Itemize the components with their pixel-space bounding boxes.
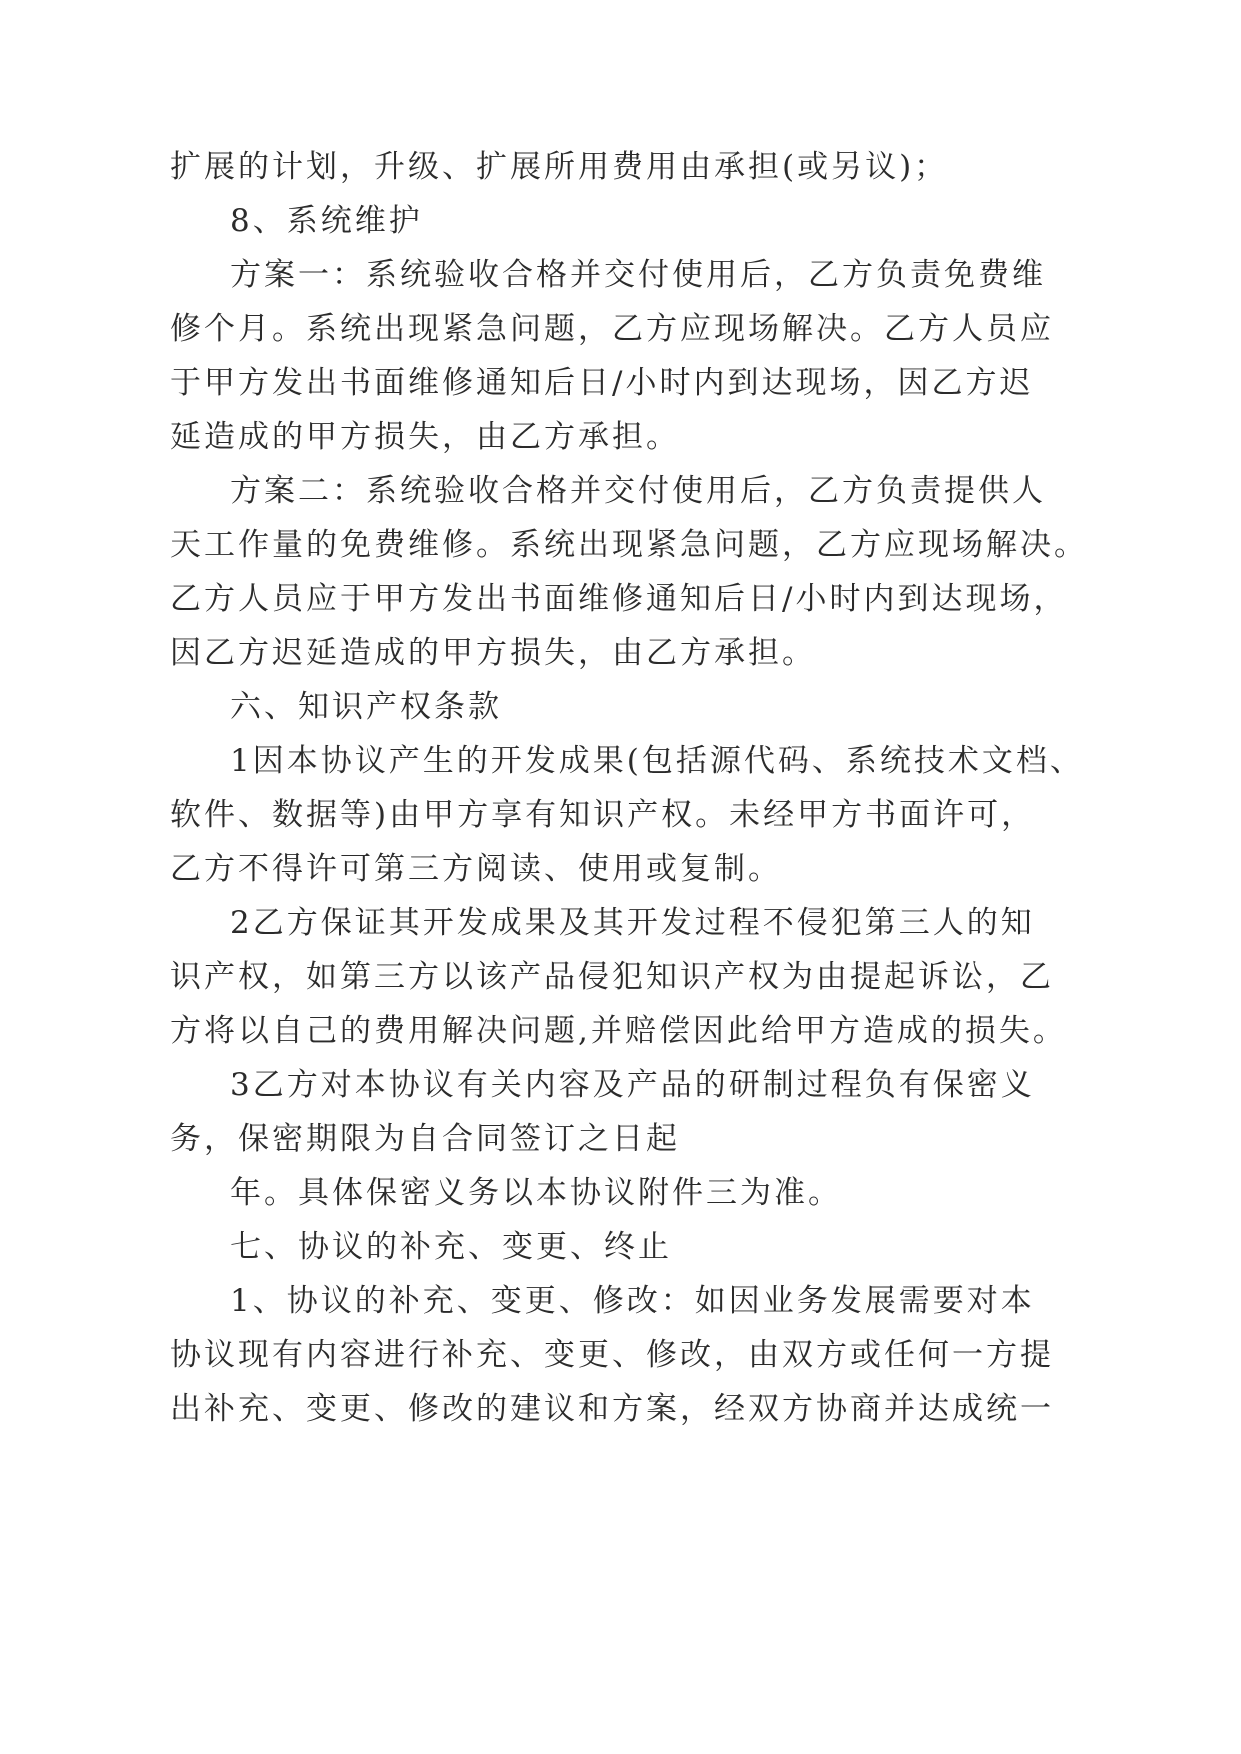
text-line: 出补充、变更、修改的建议和方案，经双方协商并达成统一	[170, 1391, 1054, 1427]
section-heading: 8、系统维护	[230, 203, 423, 239]
text-line: 软件、数据等)由甲方享有知识产权。未经甲方书面许可，	[170, 797, 1036, 833]
text-line: 方案二：系统验收合格并交付使用后，乙方负责提供人	[230, 473, 1046, 509]
text-line: 于甲方发出书面维修通知后日/小时内到达现场，因乙方迟	[170, 365, 1034, 401]
text-line: 1因本协议产生的开发成果(包括源代码、系统技术文档、	[230, 743, 1084, 779]
text-line: 扩展的计划，升级、扩展所用费用由承担(或另议)；	[170, 149, 949, 185]
text-line: 延造成的甲方损失，由乙方承担。	[170, 419, 680, 455]
section-heading: 七、协议的补充、变更、终止	[230, 1229, 672, 1265]
text-line: 修个月。系统出现紧急问题，乙方应现场解决。乙方人员应	[170, 311, 1054, 347]
text-line: 年。具体保密义务以本协议附件三为准。	[230, 1175, 842, 1211]
text-line: 1、协议的补充、变更、修改：如因业务发展需要对本	[230, 1283, 1035, 1319]
text-line: 务，保密期限为自合同签订之日起	[170, 1121, 680, 1157]
text-line: 乙方不得许可第三方阅读、使用或复制。	[170, 851, 782, 887]
text-line: 因乙方迟延造成的甲方损失，由乙方承担。	[170, 635, 816, 671]
text-line: 2乙方保证其开发成果及其开发过程不侵犯第三人的知	[230, 905, 1035, 941]
text-line: 3乙方对本协议有关内容及产品的研制过程负有保密义	[230, 1067, 1035, 1103]
text-line: 方案一：系统验收合格并交付使用后，乙方负责免费维	[230, 257, 1046, 293]
text-line: 方将以自己的费用解决问题,并赔偿因此给甲方造成的损失。	[170, 1013, 1067, 1049]
text-line: 识产权，如第三方以该产品侵犯知识产权为由提起诉讼，乙	[170, 959, 1054, 995]
text-line: 乙方人员应于甲方发出书面维修通知后日/小时内到达现场，	[170, 581, 1068, 617]
section-heading: 六、知识产权条款	[230, 689, 502, 725]
text-line: 天工作量的免费维修。系统出现紧急问题，乙方应现场解决。	[170, 527, 1088, 563]
text-line: 协议现有内容进行补充、变更、修改，由双方或任何一方提	[170, 1337, 1054, 1373]
